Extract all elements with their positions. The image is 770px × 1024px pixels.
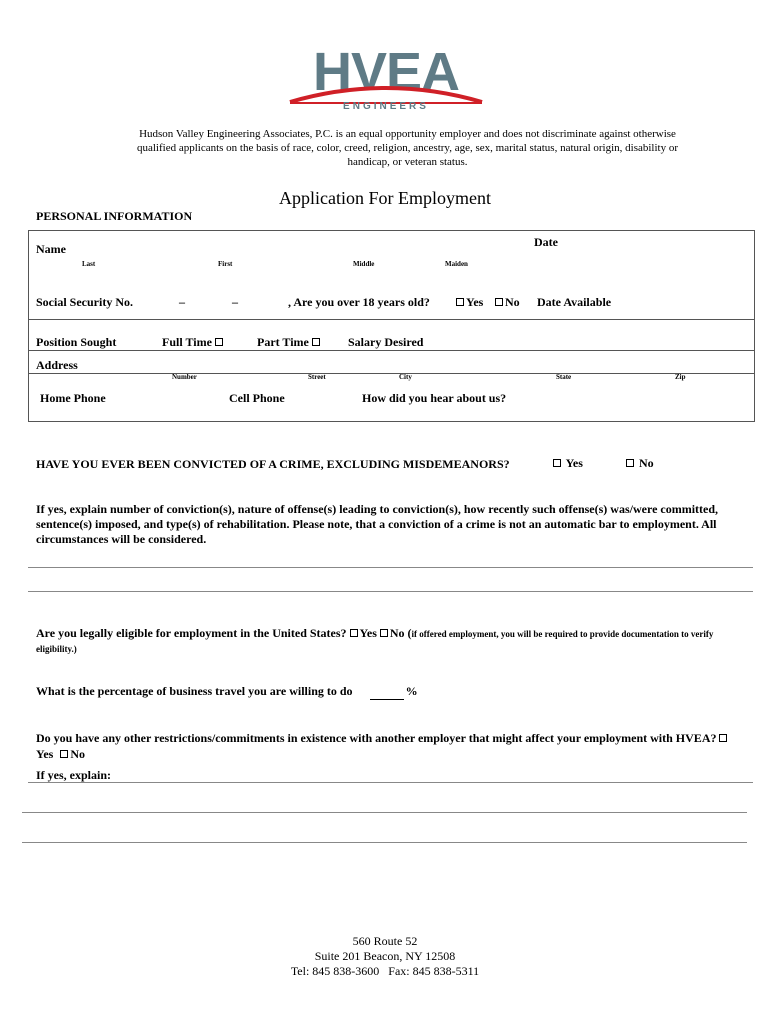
name-maiden-caption: Maiden bbox=[445, 260, 468, 268]
restrictions-yes-option[interactable]: Yes bbox=[36, 731, 729, 761]
part-time-checkbox[interactable] bbox=[312, 338, 320, 346]
name-first-caption: First bbox=[218, 260, 233, 268]
address-state-caption: State bbox=[556, 373, 572, 381]
crime-answer-line-1[interactable] bbox=[28, 567, 753, 568]
company-logo bbox=[286, 44, 486, 114]
cell-phone-label: Cell Phone bbox=[229, 391, 285, 405]
footer-contact-line: Tel: 845 838-3600 Fax: 845 838-5311 bbox=[290, 964, 480, 978]
eligibility-yes-checkbox[interactable] bbox=[350, 629, 358, 637]
eeo-statement: Hudson Valley Engineering Associates, P.C. is an equal opportunity employer and does not discriminate against otherwise qualified applicants on the basis of race, color, creed, religion, ancestry, age, sex, marital status, natural origin, disability or handicap, or veteran status. bbox=[136, 128, 679, 168]
ssn-label: Social Security No. bbox=[36, 295, 133, 309]
restrictions-no-option[interactable]: No bbox=[60, 747, 85, 761]
restrictions-question: Do you have any other restrictions/commitments in existence with another employer that might affect your employment with HVEA? bbox=[36, 731, 717, 745]
crime-no-checkbox[interactable] bbox=[626, 459, 634, 467]
home-phone-label: Home Phone bbox=[40, 391, 106, 405]
footer-address-line2: Suite 201 Beacon, NY 12508 bbox=[314, 949, 456, 963]
travel-percent-input[interactable] bbox=[370, 684, 404, 700]
ssn-dash-1: – bbox=[179, 295, 185, 309]
part-time-option[interactable]: Part Time bbox=[257, 335, 322, 350]
crime-answer-line-2[interactable] bbox=[28, 591, 753, 592]
ssn-dash-2: – bbox=[232, 295, 238, 309]
hear-about-label: How did you hear about us? bbox=[362, 391, 507, 405]
restrictions-block bbox=[36, 730, 736, 762]
travel-question: What is the percentage of business travel you are willing to do bbox=[36, 684, 353, 698]
footer-address-line1: 560 Route 52 bbox=[352, 934, 418, 948]
restrictions-answer-line-1[interactable] bbox=[28, 782, 753, 783]
date-label: Date bbox=[534, 235, 558, 249]
address-number-caption: Number bbox=[172, 373, 197, 381]
crime-no-option[interactable]: No bbox=[626, 456, 654, 471]
name-middle-caption: Middle bbox=[353, 260, 375, 268]
eligibility-block bbox=[36, 626, 751, 656]
age-yes-option[interactable]: Yes bbox=[456, 295, 483, 310]
eligibility-yes-option[interactable]: Yes bbox=[350, 626, 377, 640]
restrictions-answer-line-2[interactable] bbox=[22, 812, 747, 813]
eligibility-question: Are you legally eligible for employment in the United States? bbox=[36, 626, 347, 640]
age-yes-checkbox[interactable] bbox=[456, 298, 464, 306]
eligibility-no-checkbox[interactable] bbox=[380, 629, 388, 637]
eligibility-paren: ( bbox=[407, 626, 412, 640]
date-available-label: Date Available bbox=[537, 295, 612, 309]
full-time-checkbox[interactable] bbox=[215, 338, 223, 346]
address-label: Address bbox=[36, 358, 78, 372]
crime-yes-option[interactable]: Yes bbox=[553, 456, 583, 471]
section-personal-info: PERSONAL INFORMATION bbox=[36, 209, 193, 223]
age-no-checkbox[interactable] bbox=[495, 298, 503, 306]
address-city-caption: City bbox=[399, 373, 412, 381]
full-time-option[interactable]: Full Time bbox=[162, 335, 225, 350]
logo-subtitle-text: ENGINEERS bbox=[343, 101, 429, 112]
name-last-caption: Last bbox=[82, 260, 96, 268]
crime-explain-instructions: If yes, explain number of conviction(s), nature of offense(s) leading to conviction(s), how recently such offense(s) was/were committed, sentence(s) imposed, and type(s) of rehabilitation. Please note, that a conviction of a crime is not an automatic bar to employment. All circumstances will be considered. bbox=[36, 502, 719, 546]
travel-percent-suffix: % bbox=[405, 684, 418, 698]
restrictions-yes-checkbox[interactable] bbox=[719, 734, 727, 742]
crime-yes-checkbox[interactable] bbox=[553, 459, 561, 467]
travel-block bbox=[36, 684, 418, 700]
eligibility-note: if offered employment, you will be required to provide documentation to verify eligibility.) bbox=[36, 629, 714, 654]
hvea-logo-graphic bbox=[286, 44, 486, 114]
eligibility-no-option[interactable]: No bbox=[380, 626, 405, 640]
position-label: Position Sought bbox=[36, 335, 117, 349]
restrictions-answer-line-3[interactable] bbox=[22, 842, 747, 843]
name-label: Name bbox=[36, 242, 66, 256]
restrictions-explain-label: If yes, explain: bbox=[36, 768, 111, 782]
logo-brand-text: HVEA bbox=[312, 44, 460, 102]
salary-label: Salary Desired bbox=[348, 335, 424, 349]
age-question: , Are you over 18 years old? bbox=[288, 295, 430, 309]
address-zip-caption: Zip bbox=[675, 373, 686, 381]
page-title: Application For Employment bbox=[279, 188, 491, 208]
crime-question: HAVE YOU EVER BEEN CONVICTED OF A CRIME, EXCLUDING MISDEMEANORS? bbox=[36, 457, 510, 471]
address-street-caption: Street bbox=[308, 373, 326, 381]
restrictions-no-checkbox[interactable] bbox=[60, 750, 68, 758]
age-no-option[interactable]: No bbox=[495, 295, 520, 310]
